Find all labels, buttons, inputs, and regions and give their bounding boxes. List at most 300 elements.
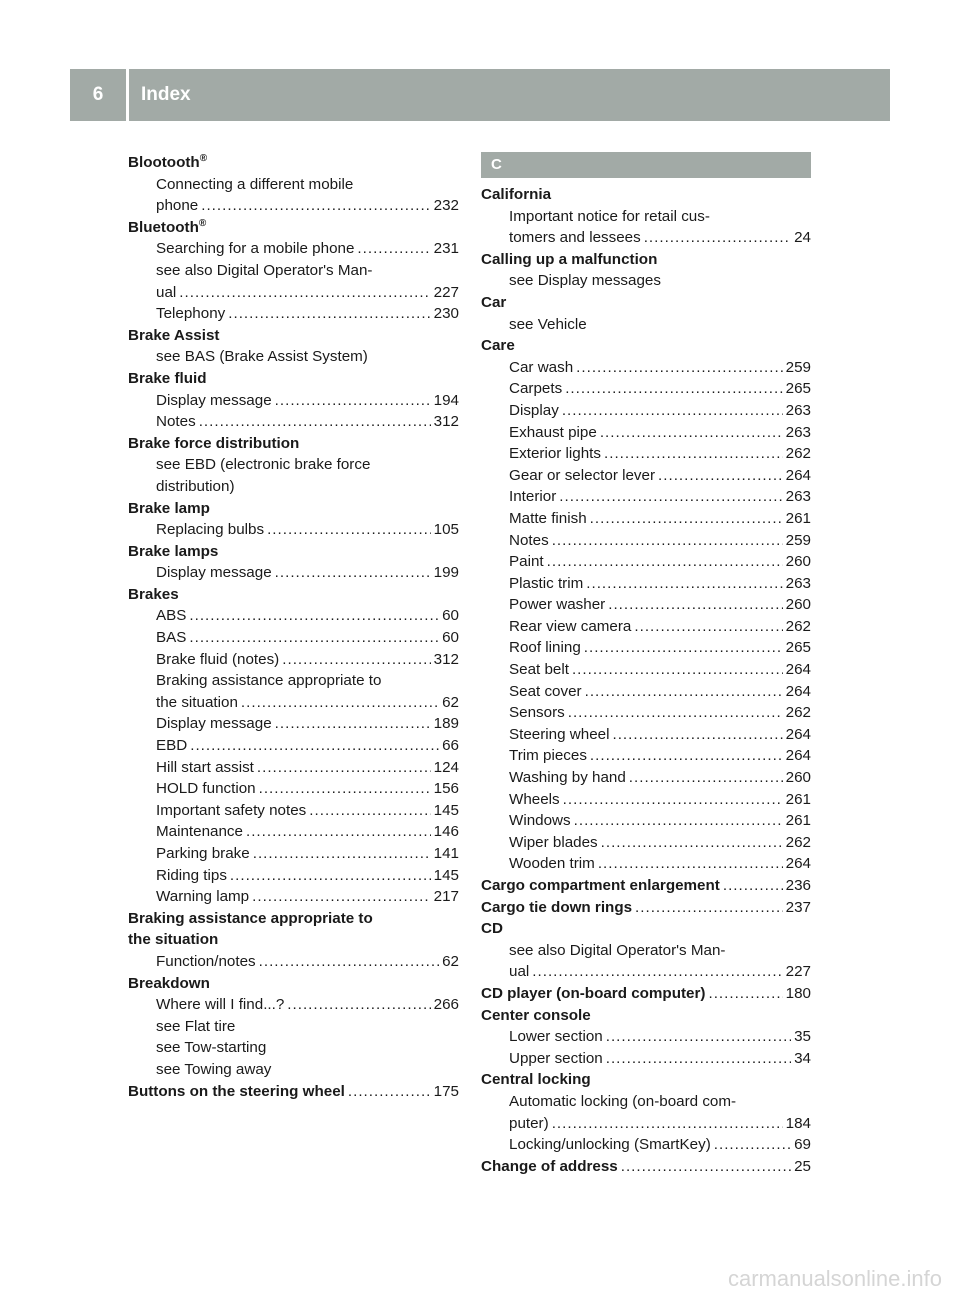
index-heading (481, 292, 811, 314)
entry-text (156, 713, 272, 735)
entry-label: Trim pieces (509, 747, 587, 765)
entry-text (156, 519, 264, 541)
entry-label: Cargo compartment enlargement (481, 877, 720, 894)
entry-label: Parking brake (156, 845, 250, 862)
index-subentry (481, 270, 811, 292)
page-reference: 264 (785, 855, 811, 873)
page-reference: 261 (785, 509, 811, 527)
entry-text (481, 1156, 618, 1178)
entry-text (156, 562, 272, 584)
entry-label: Buttons on the steering wheel (128, 1082, 345, 1100)
page-header (70, 69, 890, 121)
leader-dots (547, 551, 783, 573)
leader-dots (584, 637, 783, 659)
entry-text (509, 594, 605, 616)
entry-text (156, 390, 272, 412)
entry-text (156, 456, 370, 473)
entry-text (481, 1071, 591, 1088)
index-subentry (128, 476, 459, 498)
entry-text (156, 605, 186, 627)
index-heading (128, 584, 459, 606)
leader-dots (532, 961, 782, 983)
leader-dots (606, 1048, 791, 1070)
index-subentry (481, 681, 811, 703)
entry-text (156, 800, 306, 822)
leader-dots (585, 681, 783, 703)
entry-text (509, 400, 559, 422)
page-reference: 263 (785, 488, 811, 506)
index-heading (481, 1005, 811, 1027)
page-reference: 35 (794, 1028, 811, 1046)
index-subentry (481, 465, 811, 487)
entry-label: Hill start assist (156, 758, 254, 776)
entry-label: Locking/unlocking (SmartKey) (509, 1136, 711, 1154)
leader-dots (708, 983, 782, 1005)
watermark: carmanualsonline.info (727, 1266, 942, 1291)
index-heading (481, 918, 811, 940)
entry-label: Upper section (509, 1049, 603, 1067)
leader-dots (604, 443, 783, 465)
index-subentry (481, 443, 811, 465)
entry-label: Blootooth (128, 154, 200, 171)
leader-dots (287, 994, 430, 1016)
entry-text (156, 843, 250, 865)
entry-text (509, 810, 571, 832)
leader-dots (253, 843, 431, 865)
leader-dots (259, 951, 439, 973)
index-subentry (128, 519, 459, 541)
page-reference: 156 (433, 780, 459, 798)
entry-text (509, 1113, 549, 1135)
entry-label: Sensors (509, 704, 565, 722)
entry-text (509, 465, 655, 487)
entry-text (509, 832, 598, 854)
index-heading (481, 249, 811, 271)
entry-text (156, 886, 249, 908)
entry-label: ABS (156, 607, 187, 625)
leader-dots (586, 573, 782, 595)
index-subentry (128, 1037, 459, 1059)
entry-label: Wheels (509, 790, 560, 808)
entry-label: Brake Assist (128, 326, 220, 344)
leader-dots (601, 832, 783, 854)
entry-text (128, 500, 210, 517)
leader-dots (552, 1113, 783, 1135)
entry-text (509, 616, 631, 638)
entry-text (156, 1039, 266, 1056)
page-reference: 227 (785, 963, 811, 981)
index-subentry (128, 843, 459, 865)
index-subentry (481, 767, 811, 789)
entry-label: Plastic trim (509, 574, 584, 592)
page-reference: 217 (433, 888, 459, 906)
leader-dots (357, 238, 430, 260)
index-heading (128, 325, 459, 347)
page-reference: 262 (785, 704, 811, 722)
index-subentry (128, 303, 459, 325)
entry-text (509, 1134, 711, 1156)
leader-dots (189, 605, 439, 627)
entry-label: Where will I find...? (156, 996, 285, 1014)
entry-text (509, 767, 626, 789)
entry-label: Center console (481, 1006, 591, 1024)
entry-text (128, 586, 179, 603)
index-subentry (128, 390, 459, 412)
entry-text (481, 875, 720, 897)
page-reference: 194 (433, 391, 459, 409)
index-subentry (481, 810, 811, 832)
page-reference: 312 (433, 413, 459, 431)
entry-label: Steering wheel (509, 725, 610, 743)
index-heading (128, 541, 459, 563)
entry-label: Breakdown (128, 974, 210, 992)
entry-label: Important notice for retail cus- (509, 207, 710, 225)
index-subentry (128, 605, 459, 627)
leader-dots (275, 713, 431, 735)
entry-text (509, 208, 710, 225)
page-reference: 145 (433, 866, 459, 884)
entry-label: see Vehicle (509, 315, 587, 333)
leader-dots (644, 227, 791, 249)
entry-text (509, 637, 581, 659)
entry-text (156, 195, 198, 217)
index-heading (481, 875, 811, 897)
entry-text (509, 789, 560, 811)
page-reference: 69 (794, 1136, 811, 1154)
entry-text (128, 154, 207, 171)
index-subentry (128, 260, 459, 282)
index-subentry (128, 865, 459, 887)
entry-label: Paint (509, 553, 544, 571)
index-subentry (128, 800, 459, 822)
leader-dots (723, 875, 783, 897)
index-heading (128, 498, 459, 520)
page-reference: 62 (442, 693, 459, 711)
entry-label: Car wash (509, 358, 574, 376)
index-subentry (128, 238, 459, 260)
entry-label: HOLD function (156, 780, 256, 798)
leader-dots (621, 1156, 791, 1178)
entry-text (509, 1048, 603, 1070)
page-reference: 260 (785, 769, 811, 787)
entry-label: Function/notes (156, 952, 256, 970)
index-subentry (481, 530, 811, 552)
leader-dots (565, 378, 782, 400)
entry-label: California (481, 186, 552, 203)
leader-dots (572, 659, 783, 681)
entry-text (156, 176, 353, 193)
index-subentry (481, 1113, 811, 1135)
entry-text (481, 294, 506, 311)
entry-text (509, 1093, 736, 1110)
entry-label: Important safety notes (156, 801, 307, 819)
page-reference: 189 (433, 715, 459, 733)
index-heading (128, 908, 459, 930)
entry-text (509, 272, 661, 289)
entry-text (509, 961, 529, 983)
page-reference: 261 (785, 812, 811, 830)
registered-mark: ® (198, 217, 207, 229)
page-reference: 262 (785, 617, 811, 635)
page-reference: 259 (785, 358, 811, 376)
entry-label: Brakes (128, 585, 179, 603)
page-reference: 264 (785, 661, 811, 679)
header-divider (126, 69, 129, 121)
index-heading (481, 897, 811, 919)
index-entries-c (481, 184, 811, 1177)
entry-text (509, 942, 725, 959)
page-reference: 199 (433, 564, 459, 582)
index-subentry (481, 206, 811, 228)
index-subentry (128, 735, 459, 757)
index-subentry (481, 702, 811, 724)
entry-label: see also Digital Operator's Man- (509, 941, 726, 959)
index-subentry (481, 1026, 811, 1048)
entry-text (156, 951, 256, 973)
entry-label: see Display messages (509, 272, 661, 290)
entry-label: Rear view camera (509, 617, 632, 635)
entry-label: phone (156, 197, 199, 215)
page-reference: 259 (785, 531, 811, 549)
leader-dots (252, 886, 431, 908)
index-subentry (481, 961, 811, 983)
entry-label: see EBD (electronic brake force (156, 456, 371, 474)
index-heading (128, 368, 459, 390)
page-reference: 141 (433, 845, 459, 862)
index-subentry (128, 670, 459, 692)
entry-label: distribution) (156, 477, 235, 495)
index-subentry (128, 757, 459, 779)
entry-text (156, 994, 284, 1016)
entry-label: Automatic locking (on-board com- (509, 1092, 737, 1110)
entry-text (156, 821, 243, 843)
page-reference: 34 (794, 1049, 811, 1067)
index-subentry (128, 713, 459, 735)
leader-dots (598, 853, 783, 875)
index-subentry (481, 573, 811, 595)
leader-dots (275, 390, 431, 412)
index-heading (128, 1081, 459, 1103)
index-subentry (481, 422, 811, 444)
entry-text (128, 435, 299, 452)
index-subentry (128, 195, 459, 217)
leader-dots (714, 1134, 791, 1156)
entry-text (481, 186, 551, 203)
entry-label: Lower section (509, 1028, 603, 1046)
index-subentry (128, 951, 459, 973)
index-subentry (481, 659, 811, 681)
leader-dots (246, 821, 431, 843)
page-reference: 227 (433, 283, 459, 301)
entry-label: see BAS (Brake Assist System) (156, 348, 368, 366)
entry-text (509, 681, 582, 703)
entry-label: Telephony (156, 305, 226, 323)
entry-label: puter) (509, 1114, 549, 1132)
leader-dots (552, 530, 783, 552)
entry-label: ual (509, 963, 530, 981)
entry-label: Brake lamps (128, 542, 219, 560)
leader-dots (600, 422, 783, 444)
entry-text (156, 735, 187, 757)
entry-label: Change of address (481, 1157, 618, 1175)
page-reference: 261 (785, 790, 811, 808)
page-reference: 62 (442, 952, 459, 970)
page-reference: 175 (433, 1082, 459, 1100)
entry-label: Connecting a different mobile (156, 175, 354, 193)
entry-label: Brake fluid (128, 369, 207, 387)
index-subentry (481, 724, 811, 746)
entry-text (509, 724, 609, 746)
entry-label: see also Digital Operator's Man- (156, 261, 373, 279)
entry-text (481, 897, 632, 919)
entry-label: Interior (509, 488, 557, 506)
index-subentry (128, 562, 459, 584)
index-heading (128, 929, 459, 951)
section-letter-bar: C (481, 152, 811, 178)
page-reference: 146 (433, 823, 459, 841)
entry-label: Calling up a malfunction (481, 250, 658, 268)
index-subentry (128, 282, 459, 304)
entry-text (509, 422, 597, 444)
page-reference: 184 (785, 1114, 811, 1132)
index-subentry (481, 508, 811, 530)
entry-text (156, 649, 279, 671)
entry-text (156, 1061, 271, 1078)
index-subentry (481, 1048, 811, 1070)
entry-label: Central locking (481, 1071, 591, 1089)
index-subentry (481, 486, 811, 508)
entry-label: Exterior lights (509, 445, 602, 463)
page-reference: 312 (433, 650, 459, 668)
entry-label: Gear or selector lever (509, 466, 656, 484)
index-subentry (128, 454, 459, 476)
page-reference: 265 (785, 639, 811, 657)
entry-text (509, 227, 641, 249)
page-title: Index (141, 84, 191, 105)
index-subentry (481, 745, 811, 767)
entry-label: see Flat tire (156, 1017, 236, 1035)
index-subentry (128, 886, 459, 908)
index-subentry (481, 1134, 811, 1156)
leader-dots (562, 400, 783, 422)
entry-label: Notes (509, 531, 549, 549)
index-subentry (481, 637, 811, 659)
entry-text (156, 411, 196, 433)
entry-label: EBD (156, 737, 188, 755)
leader-dots (634, 616, 782, 638)
entry-text (128, 931, 218, 948)
page-reference: 264 (785, 466, 811, 484)
page-reference: 24 (794, 229, 811, 247)
index-subentry (481, 551, 811, 573)
entry-label: Maintenance (156, 823, 243, 841)
index-subentry (481, 616, 811, 638)
index-subentry (128, 821, 459, 843)
page-reference: 145 (433, 801, 459, 819)
index-subentry (128, 627, 459, 649)
page-number: 6 (92, 84, 104, 105)
entry-text (128, 543, 218, 560)
index-subentry (481, 227, 811, 249)
leader-dots (635, 897, 783, 919)
entry-text (481, 920, 503, 937)
index-subentry (128, 1059, 459, 1081)
entry-text (509, 357, 573, 379)
page-reference: 66 (442, 737, 459, 755)
index-heading (481, 1156, 811, 1178)
index-heading (128, 152, 459, 174)
entry-text (509, 443, 601, 465)
index-subentry (128, 692, 459, 714)
entry-label: Seat belt (509, 661, 569, 679)
entry-label: see Towing away (156, 1060, 272, 1078)
entry-text (156, 348, 368, 365)
page-reference: 264 (785, 725, 811, 743)
leader-dots (309, 800, 430, 822)
index-subentry (128, 649, 459, 671)
entry-label: BAS (156, 629, 187, 647)
entry-label: Seat cover (509, 682, 582, 700)
leader-dots (568, 702, 783, 724)
entry-text (128, 975, 210, 992)
entry-text (128, 910, 373, 927)
entry-text (156, 778, 256, 800)
entry-label: Braking assistance appropriate to (156, 672, 382, 690)
entry-label: Wiper blades (509, 833, 598, 851)
page-reference: 264 (785, 682, 811, 700)
entry-label: Wooden trim (509, 855, 595, 873)
page-reference: 264 (785, 747, 811, 765)
page-reference: 260 (785, 596, 811, 614)
page-reference: 236 (785, 877, 811, 894)
entry-label: Windows (509, 812, 571, 830)
entry-text (156, 262, 372, 279)
index-column-left (128, 152, 459, 1102)
index-subentry (128, 1016, 459, 1038)
entry-label: Notes (156, 413, 196, 431)
leader-dots (563, 789, 783, 811)
leader-dots (275, 562, 431, 584)
entry-text (156, 692, 238, 714)
entry-text (128, 327, 219, 344)
leader-dots (199, 411, 431, 433)
entry-label: Matte finish (509, 509, 587, 527)
entry-label: CD (481, 920, 503, 938)
leader-dots (267, 519, 431, 541)
index-subentry (481, 314, 811, 336)
leader-dots (658, 465, 783, 487)
leader-dots (189, 627, 439, 649)
entry-text (509, 551, 544, 573)
entry-text (509, 1026, 603, 1048)
entry-text (128, 1081, 345, 1103)
leader-dots (179, 282, 430, 304)
entry-text (156, 757, 254, 779)
entry-text (509, 316, 587, 333)
entry-label: tomers and lessees (509, 229, 641, 247)
page-reference: 265 (785, 380, 811, 398)
entry-label: Brake lamp (128, 499, 210, 517)
entry-label: Braking assistance appropriate to (128, 909, 373, 927)
entry-text (509, 508, 587, 530)
entry-text (128, 219, 206, 236)
entry-label: Searching for a mobile phone (156, 240, 355, 258)
entry-text (156, 478, 235, 495)
leader-dots (574, 810, 783, 832)
index-subentry (481, 853, 811, 875)
page-reference: 105 (433, 521, 459, 539)
index-heading (481, 1069, 811, 1091)
